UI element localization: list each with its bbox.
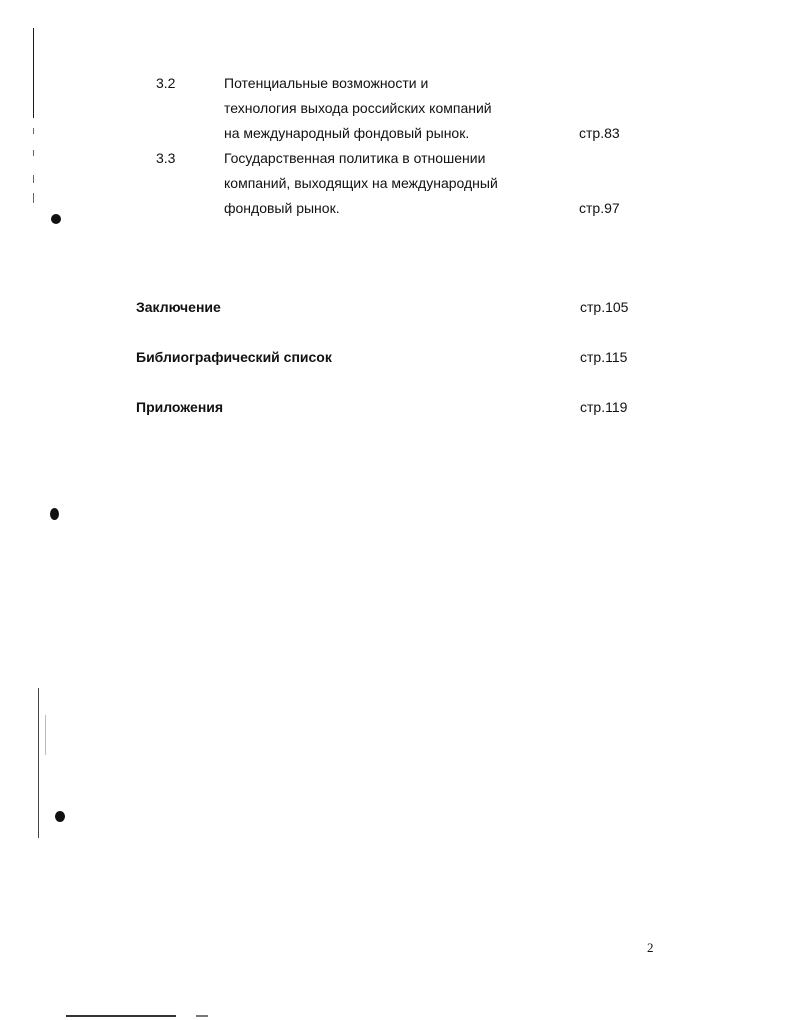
toc-entry-number: 3.3 — [156, 150, 176, 166]
scan-edge-mark — [33, 193, 34, 203]
scan-edge-mark — [33, 175, 34, 183]
toc-entry-text-line: на международный фондовый рынок. — [224, 125, 470, 141]
toc-entry-text-line: технология выхода российских компаний — [224, 100, 492, 116]
scan-edge-mark — [33, 28, 34, 118]
punch-hole-mark — [51, 214, 61, 224]
toc-entry-page: стр.83 — [579, 125, 620, 141]
toc-entry-number: 3.2 — [156, 75, 176, 91]
toc-section-page-appendices: стр.119 — [580, 399, 628, 415]
toc-entry-text-line: Государственная политика в отношении — [224, 150, 486, 166]
toc-entry-text-line: фондовый рынок. — [224, 200, 340, 216]
toc-section-title-bibliography: Библиографический список — [136, 349, 332, 365]
page-number: 2 — [647, 940, 654, 955]
punch-hole-mark — [55, 811, 65, 822]
toc-section-title-conclusion: Заключение — [136, 299, 221, 315]
toc-section-title-appendices: Приложения — [136, 399, 224, 415]
scan-edge-mark — [45, 715, 46, 755]
toc-section-page-bibliography: стр.115 — [580, 349, 628, 365]
toc-entry-text-line: Потенциальные возможности и — [224, 75, 429, 91]
scan-edge-mark — [33, 150, 34, 156]
toc-entry-text-line: компаний, выходящих на международный — [224, 175, 498, 191]
scan-bottom-mark — [196, 1015, 208, 1017]
toc-entry-page: стр.97 — [579, 200, 620, 216]
scan-edge-mark — [33, 128, 34, 134]
scan-edge-mark — [38, 688, 39, 838]
punch-hole-mark — [50, 508, 59, 520]
toc-section-page-conclusion: стр.105 — [580, 299, 629, 315]
scan-bottom-mark — [66, 1015, 176, 1017]
